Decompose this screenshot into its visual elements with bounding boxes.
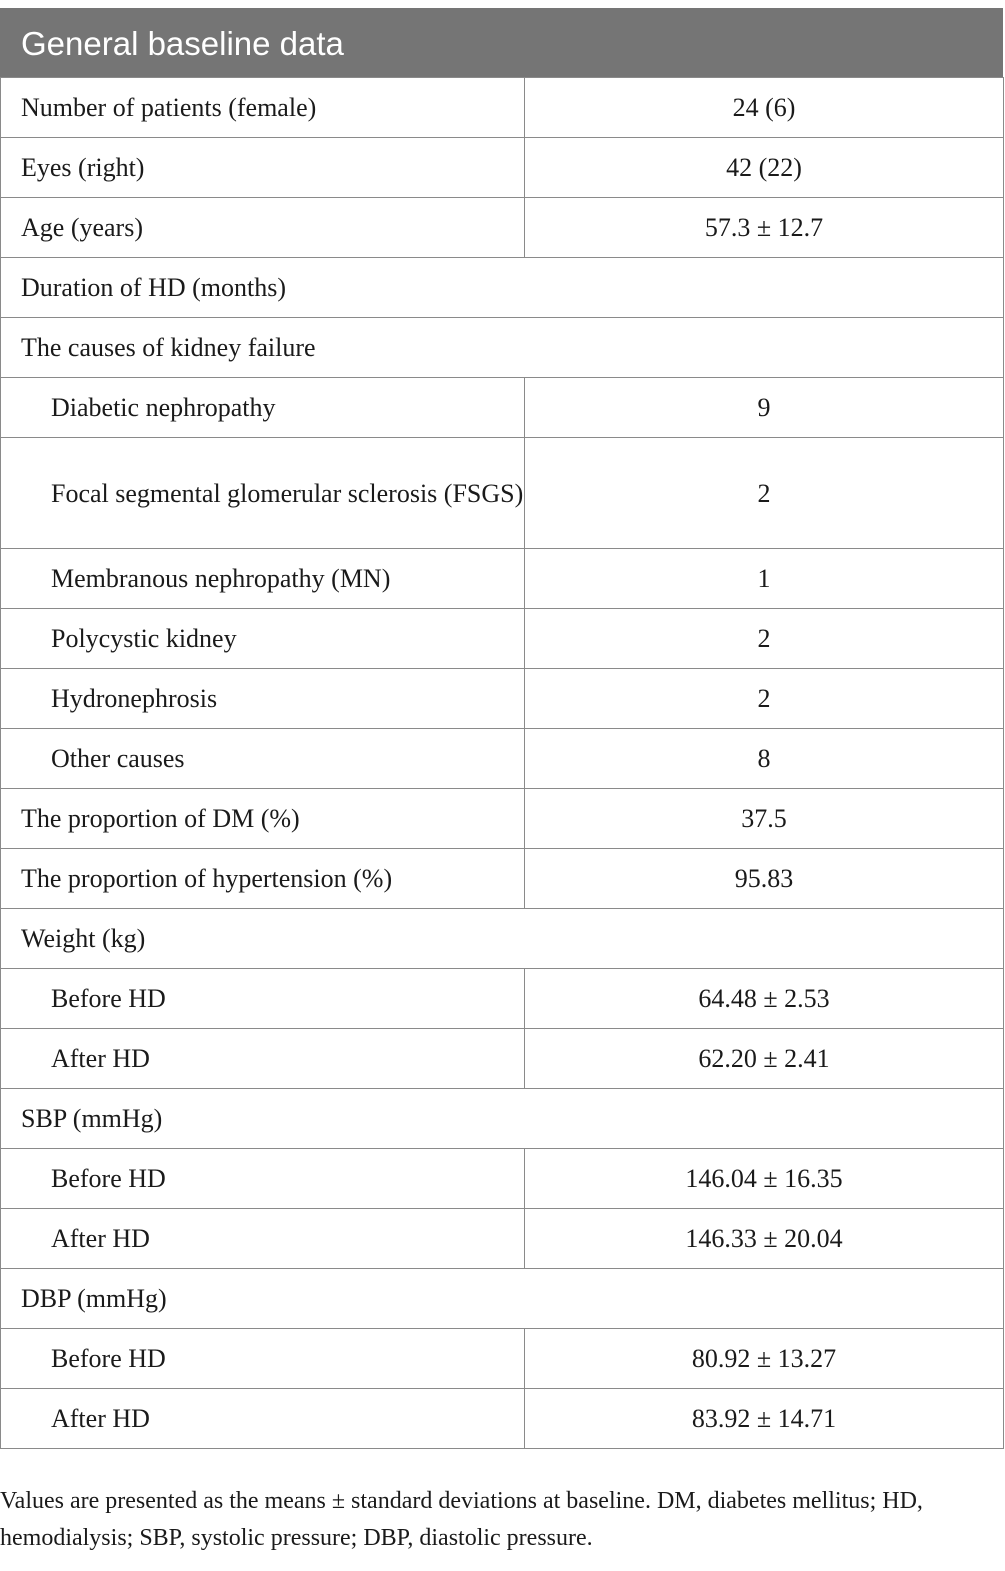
row-value: 80.92 ± 13.27: [525, 1329, 1004, 1389]
table-title: General baseline data: [0, 8, 1003, 77]
table-row: [1, 1389, 1004, 1449]
table-row: [1, 318, 1004, 378]
table-row: [1, 198, 1004, 258]
row-label: Diabetic nephropathy: [1, 378, 525, 438]
table-row: [1, 669, 1004, 729]
row-value: 42 (22): [525, 138, 1004, 198]
table-row: [1, 1209, 1004, 1269]
row-value: 2: [525, 438, 1004, 549]
table-row: [1, 909, 1004, 969]
row-label: The proportion of hypertension (%): [1, 849, 525, 909]
row-label: Before HD: [1, 969, 525, 1029]
row-label: After HD: [1, 1209, 525, 1269]
table-row: [1, 438, 1004, 549]
row-label: Other causes: [1, 729, 525, 789]
row-value: 8: [525, 729, 1004, 789]
table-row: [1, 1089, 1004, 1149]
table-row: [1, 258, 1004, 318]
table-row: [1, 969, 1004, 1029]
row-value: 57.3 ± 12.7: [525, 198, 1004, 258]
table-footnote: Values are presented as the means ± standard deviations at baseline. DM, diabetes mellitus; HD, hemodialysis; SBP, systolic pressure; DBP, diastolic pressure.: [0, 1488, 923, 1551]
row-value: 9: [525, 378, 1004, 438]
row-value: 2: [525, 609, 1004, 669]
row-value: 95.83: [525, 849, 1004, 909]
table-row: [1, 78, 1004, 138]
table-row: [1, 1029, 1004, 1089]
row-label: After HD: [1, 1029, 525, 1089]
table-row: [1, 1269, 1004, 1329]
row-label: Before HD: [1, 1149, 525, 1209]
table-row: [1, 609, 1004, 669]
row-label: Eyes (right): [1, 138, 525, 198]
row-label: Number of patients (female): [1, 78, 525, 138]
row-value: 83.92 ± 14.71: [525, 1389, 1004, 1449]
table-row: [1, 1329, 1004, 1389]
table-body: [1, 78, 1004, 1449]
table-row: [1, 789, 1004, 849]
table-row: [1, 378, 1004, 438]
row-label: Membranous nephropathy (MN): [1, 549, 525, 609]
table-row: [1, 138, 1004, 198]
row-label: Age (years): [1, 198, 525, 258]
baseline-table: [0, 8, 1003, 1449]
table-row: [1, 849, 1004, 909]
row-label: Polycystic kidney: [1, 609, 525, 669]
row-value: 146.04 ± 16.35: [525, 1149, 1004, 1209]
row-label: Focal segmental glomerular sclerosis (FSGS): [1, 438, 525, 549]
row-value: 146.33 ± 20.04: [525, 1209, 1004, 1269]
table-row: [1, 1149, 1004, 1209]
section-label: The causes of kidney failure: [1, 318, 1004, 378]
row-label: The proportion of DM (%): [1, 789, 525, 849]
table-row: [1, 549, 1004, 609]
row-label: Hydronephrosis: [1, 669, 525, 729]
row-value: 37.5: [525, 789, 1004, 849]
section-label: Duration of HD (months): [1, 258, 1004, 318]
row-value: 2: [525, 669, 1004, 729]
row-value: 64.48 ± 2.53: [525, 969, 1004, 1029]
row-value: 1: [525, 549, 1004, 609]
table-row: [1, 729, 1004, 789]
section-label: Weight (kg): [1, 909, 1004, 969]
data-table: [0, 77, 1004, 1449]
row-label: After HD: [1, 1389, 525, 1449]
row-label: Before HD: [1, 1329, 525, 1389]
section-label: DBP (mmHg): [1, 1269, 1004, 1329]
row-value: 24 (6): [525, 78, 1004, 138]
section-label: SBP (mmHg): [1, 1089, 1004, 1149]
row-value: 62.20 ± 2.41: [525, 1029, 1004, 1089]
